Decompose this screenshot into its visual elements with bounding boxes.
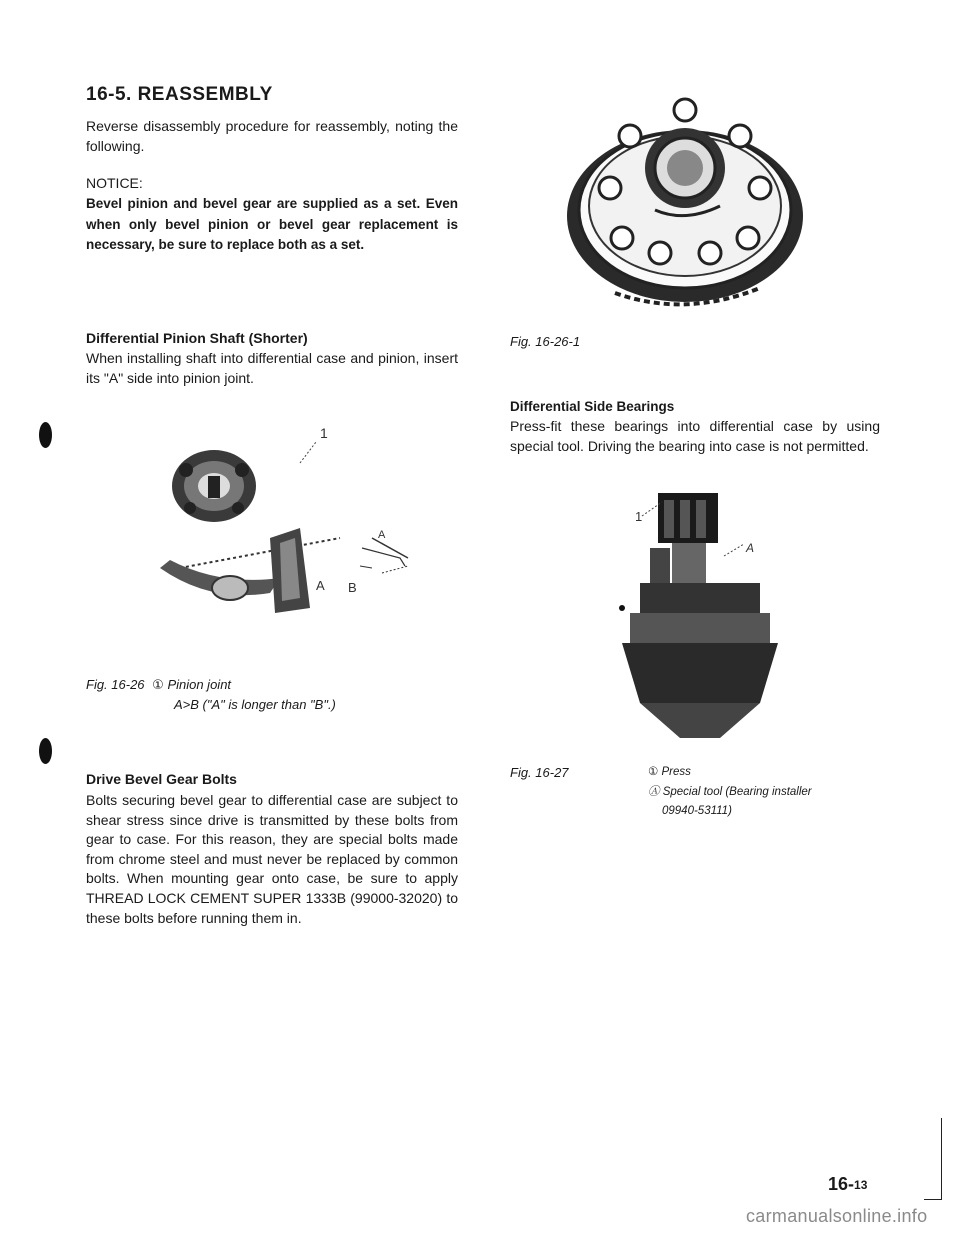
fig-16-26-caption <box>86 676 231 694</box>
pinion-shaft-heading: Differential Pinion Shaft (Shorter) <box>86 330 308 346</box>
fig-16-27-caption-1: ① Press <box>648 766 691 778</box>
binding-hole-bottom <box>39 738 52 764</box>
binding-hole-top <box>39 422 52 448</box>
fig-16-26-label: Fig. 16-26 <box>86 677 145 692</box>
callout-1: 1 <box>320 425 328 441</box>
bevel-bolts-heading: Drive Bevel Gear Bolts <box>86 771 237 787</box>
fig-16-27-caption-3: 09940-53111) <box>662 805 732 817</box>
fig-16-27-caption-2: Ⓐ Special tool (Bearing installer <box>648 786 812 798</box>
intro-text: Reverse disassembly procedure for reassembly, noting the following. <box>86 118 458 154</box>
callout-a-top: A <box>378 529 386 541</box>
watermark-text: carmanualsonline.info <box>746 1206 928 1226</box>
trim-tick <box>924 1199 942 1200</box>
pinion-shaft-photo <box>150 418 440 638</box>
press-callout-a: A <box>746 541 755 555</box>
section-title: 16-5. REASSEMBLY <box>86 84 273 105</box>
side-bearings-text: Press-fit these bearings into differential case by using special tool. Driving the bearing into case is not permitted. <box>510 418 880 454</box>
side-bearings-heading: Differential Side Bearings <box>510 399 675 414</box>
bevel-gear-photo <box>560 88 810 310</box>
callout-b: B <box>348 580 357 595</box>
fig-16-26-1-label: Fig. 16-26-1 <box>510 334 581 349</box>
pinion-shaft-text: When installing shaft into differential case and pinion, insert its "A" side into pinion joint. <box>86 350 458 386</box>
pinion-gear-image <box>172 450 256 522</box>
press-callout-1: 1 <box>635 509 643 524</box>
page-number-sub: 13 <box>854 1178 868 1192</box>
page-number-main: 16- <box>828 1174 855 1194</box>
notice-text: Bevel pinion and bevel gear are supplied as a set. Even when only bevel pinion or bevel gear replacement is necessary, be sure to replace both as a set. <box>86 196 458 252</box>
bevel-bolts-text: Bolts securing bevel gear to differential case are subject to shear stress since drive is transmitted by these bolts from gear to case. For this reason, they are special bolts made from chrome steel and must never be replaced by common bolts. When mounting gear onto case, be sure to apply THREAD LOCK CEMENT SUPER 1333B (99000-32020) to these bolts before running them in. <box>86 792 458 926</box>
callout-a: A <box>316 578 325 593</box>
fig-16-26-caption-1: ① Pinion joint <box>152 677 232 692</box>
notice-label: NOTICE: <box>86 175 143 191</box>
page-number <box>828 1174 867 1195</box>
fig-16-26-caption-2: A>B ("A" is longer than "B".) <box>174 697 336 712</box>
fig-16-27-label: Fig. 16-27 <box>510 765 569 780</box>
side-bearing-press-photo <box>600 488 800 748</box>
trim-line <box>941 1118 942 1200</box>
shaft-body-image <box>160 528 310 613</box>
